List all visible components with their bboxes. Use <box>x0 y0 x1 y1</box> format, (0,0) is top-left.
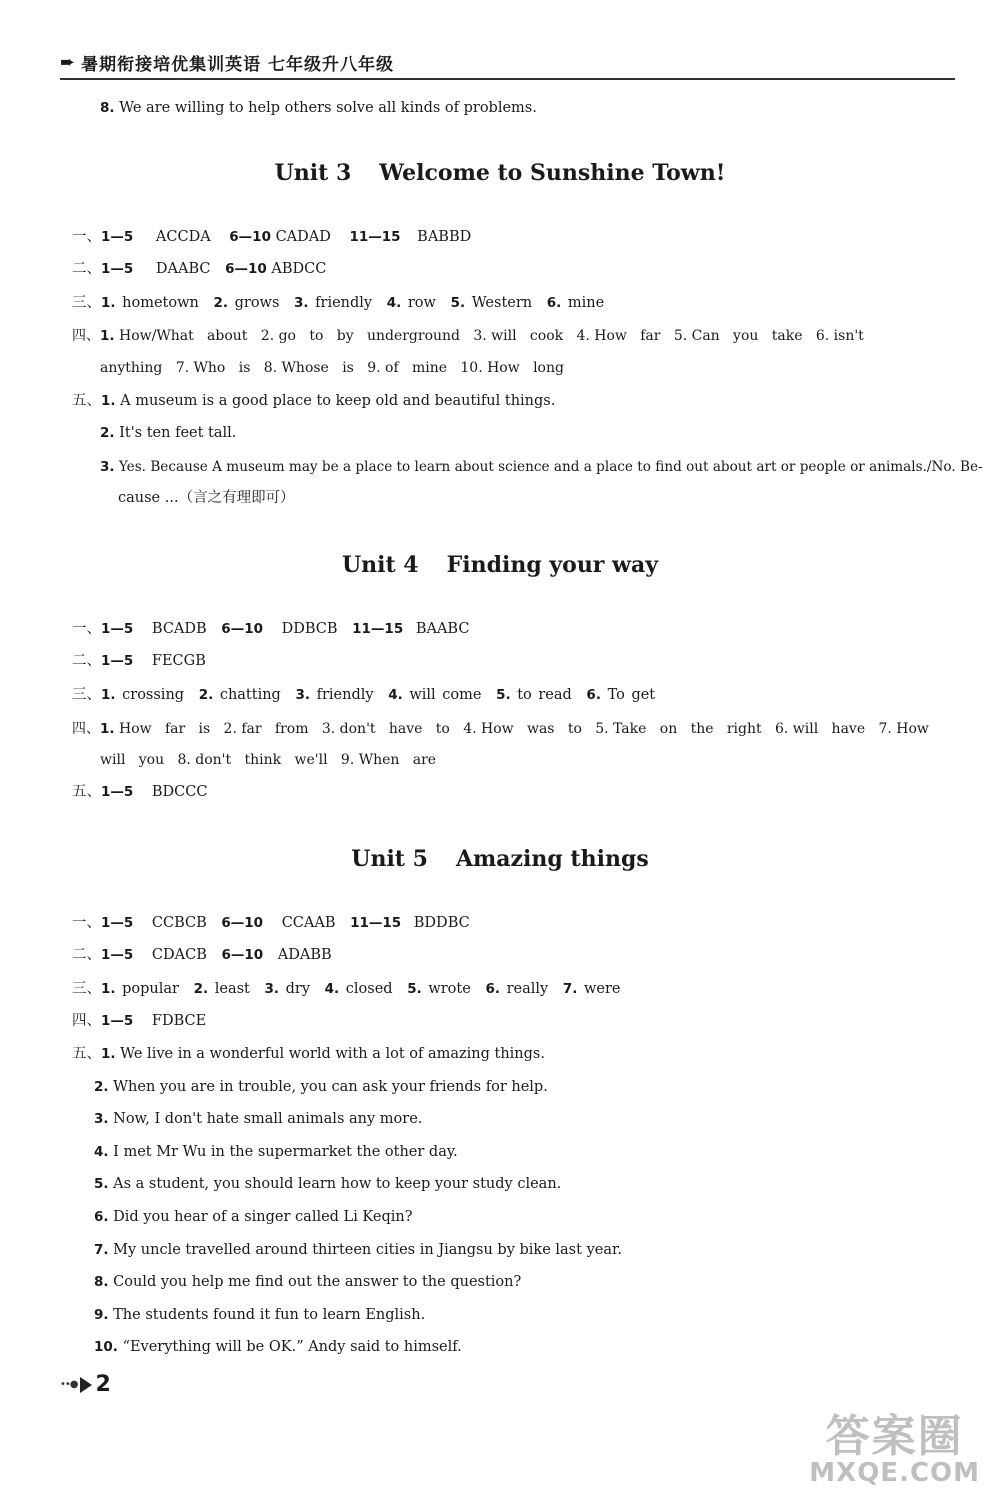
answers: DAABC <box>155 261 211 277</box>
answer: row <box>407 295 436 311</box>
section-label: 五、 <box>72 1046 101 1062</box>
range: 1—5 <box>101 1013 134 1029</box>
item-text: Now, I don't hate small animals any more. <box>113 1111 423 1127</box>
item-number: 1. <box>101 981 116 997</box>
section-label: 三、 <box>72 981 101 997</box>
item-number: 6. <box>485 981 500 997</box>
unit5-section-4 <box>72 1011 206 1031</box>
arrow-icon: ➨ <box>60 51 76 73</box>
unit5-section-5-item8 <box>94 1272 521 1292</box>
unit3-section-5-item3-cont: cause ...（言之有理即可） <box>118 490 295 506</box>
unit5-section-5-item1 <box>72 1044 545 1064</box>
unit3-section-1 <box>72 227 471 247</box>
item-number: 3. <box>264 981 280 997</box>
unit-number: Unit 3 <box>274 160 352 186</box>
item-number: 5. <box>407 981 422 997</box>
answers: BCADB <box>151 621 207 637</box>
unit5-section-5-item6 <box>94 1207 413 1227</box>
item-number: 2. <box>193 981 209 997</box>
section-label: 四、 <box>72 328 100 344</box>
item-text: I met Mr Wu in the supermarket the other day. <box>113 1144 458 1160</box>
unit-number: Unit 4 <box>341 552 419 578</box>
unit4-section-4-line1 <box>72 719 929 739</box>
item-number: 2. <box>94 1079 109 1095</box>
unit4-section-4-line2: will you 8. don't think we'll 9. When are <box>100 752 437 768</box>
watermark-url: MXQE.COM <box>809 1458 980 1488</box>
item-number: 7. <box>562 981 578 997</box>
item-number: 5. <box>94 1176 109 1192</box>
item-number: 1. <box>101 687 116 703</box>
item-number: 4. <box>324 981 340 997</box>
range: 11—15 <box>350 915 402 931</box>
answer: closed <box>345 981 393 997</box>
item-number: 6. <box>586 687 601 703</box>
range: 1—5 <box>101 784 134 800</box>
range: 1—5 <box>101 229 134 245</box>
answers: CDACB <box>151 947 207 963</box>
dots-icon: ••● <box>60 1379 78 1390</box>
answer: wrote <box>428 981 471 997</box>
item-text: When you are in trouble, you can ask your friends for help. <box>113 1079 548 1095</box>
unit-3-heading <box>0 160 1000 186</box>
item-text: We are willing to help others solve all kinds of problems. <box>119 100 537 116</box>
item-number: 1. <box>101 295 116 311</box>
unit3-section-5-item2 <box>100 423 236 443</box>
page-header <box>60 46 955 80</box>
item-text: “Everything will be OK.” Andy said to himself. <box>122 1339 462 1355</box>
item-text: As a student, you should learn how to keep your study clean. <box>113 1176 562 1192</box>
section-label: 五、 <box>72 393 101 409</box>
item-number: 9. <box>94 1307 109 1323</box>
item-number: 2. <box>100 425 115 441</box>
answer: dry <box>285 981 311 997</box>
unit-title: Welcome to Sunshine Town! <box>379 160 726 186</box>
range: 1—5 <box>101 653 134 669</box>
item-text: It's ten feet tall. <box>119 425 237 441</box>
answer-text: How far is 2. far from 3. don't have to 4. How was to 5. Take on the right 6. will have 7. How <box>118 721 929 737</box>
item-number: 2. <box>198 687 214 703</box>
unit5-section-3 <box>72 979 620 999</box>
item-number: 7. <box>94 1242 109 1258</box>
item-number: 1. <box>100 721 115 737</box>
answer: popular <box>122 981 179 997</box>
answer: hometown <box>122 295 199 311</box>
item-text: The students found it fun to learn English. <box>113 1307 426 1323</box>
answer: to read <box>517 687 572 703</box>
answers: ADABB <box>277 947 332 963</box>
answer: Western <box>471 295 533 311</box>
unit-number: Unit 5 <box>351 846 428 872</box>
answers: BDDBC <box>413 915 470 931</box>
triangle-icon <box>80 1377 92 1393</box>
item-number: 1. <box>101 1046 116 1062</box>
watermark-logo <box>809 1400 980 1488</box>
item-number: 1. <box>101 393 116 409</box>
section-label: 三、 <box>72 687 101 703</box>
unit5-section-5-item4 <box>94 1142 458 1162</box>
range: 6—10 <box>229 229 271 245</box>
unit4-section-1 <box>72 619 469 639</box>
page-number: 2 <box>95 1372 111 1397</box>
item-number: 4. <box>388 687 403 703</box>
answers: DDBCB <box>281 621 338 637</box>
answers: FDBCE <box>151 1013 207 1029</box>
answers: FECGB <box>151 653 206 669</box>
item-number: 3. <box>94 1111 109 1127</box>
list-item <box>100 98 537 118</box>
range: 1—5 <box>101 261 134 277</box>
answer: crossing <box>122 687 185 703</box>
range: 6—10 <box>221 947 264 963</box>
answer-text: How/What about 2. go to by underground 3. will cook 4. How far 5. Can you take 6. isn't <box>118 328 864 344</box>
unit4-section-5 <box>72 782 207 802</box>
item-text: Could you help me find out the answer to the question? <box>113 1274 522 1290</box>
answers: CADAD <box>275 229 331 245</box>
section-label: 五、 <box>72 784 101 800</box>
item-text: A museum is a good place to keep old and beautiful things. <box>120 393 556 409</box>
unit-title: Amazing things <box>455 846 649 872</box>
answer: friendly <box>316 687 374 703</box>
header-title: 暑期衔接培优集训英语 七年级升八年级 <box>81 54 395 75</box>
unit5-section-5-item10 <box>94 1337 462 1357</box>
unit-4-heading <box>0 552 1000 578</box>
section-label: 四、 <box>72 721 100 737</box>
answer: will come <box>409 687 482 703</box>
answer: friendly <box>315 295 373 311</box>
unit5-section-5-item9 <box>94 1305 425 1325</box>
page-footer <box>60 1372 111 1397</box>
section-label: 二、 <box>72 653 101 669</box>
unit3-section-4-line1 <box>72 326 864 346</box>
item-number: 1. <box>100 328 115 344</box>
unit3-section-4-line2: anything 7. Who is 8. Whose is 9. of mine 10. How long <box>100 360 564 376</box>
section-label: 三、 <box>72 295 101 311</box>
section-label: 一、 <box>72 915 101 931</box>
item-number: 3. <box>100 459 115 475</box>
range: 11—15 <box>352 621 404 637</box>
item-number: 6. <box>94 1209 109 1225</box>
answers: ACCDA <box>155 229 211 245</box>
item-number: 6. <box>546 295 562 311</box>
unit-title: Finding your way <box>446 552 659 578</box>
unit5-section-5-item2 <box>94 1077 548 1097</box>
item-text: Yes. Because A museum may be a place to learn about science and a place to find out about art or people or animals./No. Be- <box>118 459 983 475</box>
answers: CCAAB <box>281 915 336 931</box>
unit5-section-2 <box>72 945 332 965</box>
item-number: 3. <box>295 687 310 703</box>
range: 1—5 <box>101 621 134 637</box>
answers: ABDCC <box>271 261 327 277</box>
section-label: 一、 <box>72 621 101 637</box>
item-number: 2. <box>213 295 228 311</box>
range: 6—10 <box>225 261 267 277</box>
watermark-text: 答案圈 <box>825 1411 964 1462</box>
unit3-section-2 <box>72 259 326 279</box>
range: 1—5 <box>101 947 134 963</box>
unit5-section-5-item5 <box>94 1174 561 1194</box>
range: 1—5 <box>101 915 134 931</box>
answer: mine <box>567 295 605 311</box>
range: 6—10 <box>221 915 264 931</box>
answer: really <box>506 981 549 997</box>
answers: CCBCB <box>151 915 207 931</box>
section-label: 二、 <box>72 261 101 277</box>
item-number: 3. <box>294 295 309 311</box>
unit3-section-5-item3 <box>100 457 983 477</box>
item-number: 5. <box>496 687 511 703</box>
answers: BDCCC <box>151 784 208 800</box>
section-label: 四、 <box>72 1013 101 1029</box>
unit5-section-5-item3 <box>94 1109 422 1129</box>
item-text: We live in a wonderful world with a lot of amazing things. <box>120 1046 545 1062</box>
item-number: 5. <box>450 295 466 311</box>
section-label: 二、 <box>72 947 101 963</box>
unit3-section-5-item1 <box>72 391 555 411</box>
item-number: 10. <box>94 1339 118 1355</box>
item-number: 8. <box>94 1274 109 1290</box>
answer: were <box>583 981 621 997</box>
range: 11—15 <box>349 229 401 245</box>
unit4-section-2 <box>72 651 206 671</box>
section-label: 一、 <box>72 229 101 245</box>
answer: chatting <box>219 687 281 703</box>
answers: BABBD <box>417 229 472 245</box>
item-text: Did you hear of a singer called Li Keqin? <box>113 1209 413 1225</box>
item-text: My uncle travelled around thirteen cities in Jiangsu by bike last year. <box>113 1242 622 1258</box>
unit3-section-3 <box>72 293 604 313</box>
unit5-section-1 <box>72 913 470 933</box>
unit5-section-5-item7 <box>94 1240 622 1260</box>
item-number: 4. <box>386 295 402 311</box>
answers: BAABC <box>415 621 470 637</box>
unit-5-heading <box>0 846 1000 872</box>
answer: least <box>214 981 250 997</box>
item-number: 8. <box>100 100 115 116</box>
range: 6—10 <box>221 621 263 637</box>
item-number: 4. <box>94 1144 109 1160</box>
unit4-section-3 <box>72 685 655 705</box>
answer: To get <box>607 687 656 703</box>
answer: grows <box>234 295 280 311</box>
